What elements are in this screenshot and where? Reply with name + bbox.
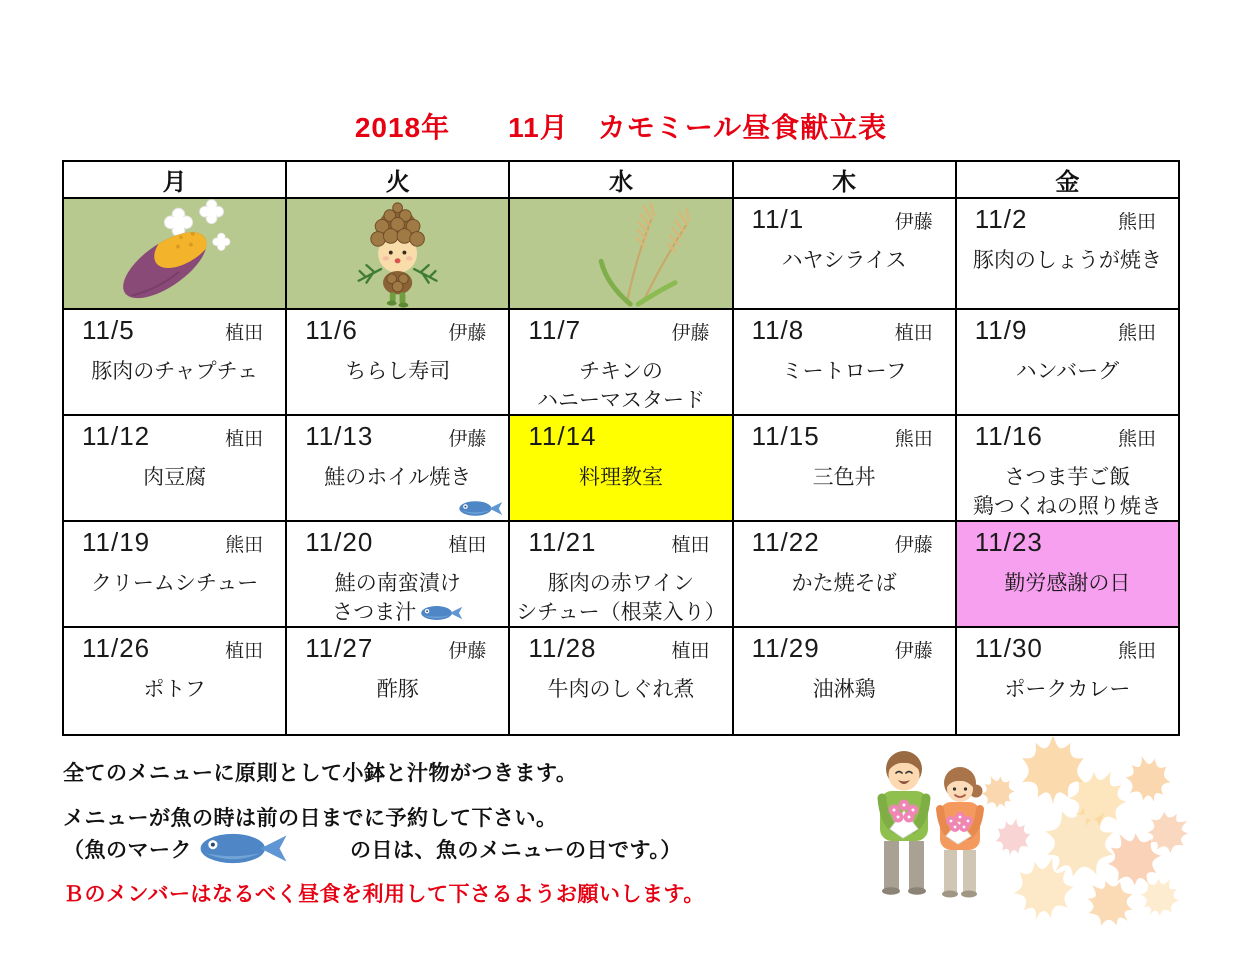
cell-menu: ハンバーグ — [1015, 360, 1120, 383]
calendar-cell — [733, 198, 956, 309]
menu-calendar-table — [62, 160, 1180, 736]
calendar-cell — [733, 415, 956, 521]
cell-date: 11/6 — [305, 315, 358, 345]
cell-date: 11/5 — [82, 315, 135, 345]
calendar-cell — [733, 309, 956, 415]
calendar-cell — [956, 627, 1179, 735]
calendar-cell — [509, 521, 732, 627]
cell-date: 11/13 — [305, 421, 374, 451]
cell-staff: 植田 — [225, 429, 264, 450]
calendar-cell — [509, 627, 732, 735]
cell-staff: 植田 — [894, 323, 933, 344]
calendar-cell — [63, 415, 286, 521]
calendar-cell — [63, 309, 286, 415]
cell-date: 11/29 — [751, 633, 820, 663]
cell-date: 11/2 — [974, 204, 1028, 234]
calendar-cell — [956, 415, 1179, 521]
cell-staff: 伊藤 — [448, 641, 487, 662]
cell-date: 11/16 — [974, 421, 1043, 451]
cell-date: 11/7 — [528, 315, 582, 345]
note-side-dishes: 全てのメニューに原則として小鉢と汁物がつきます。 — [63, 762, 578, 785]
cell-staff: 植田 — [448, 535, 487, 556]
cell-menu-line2: 鶏つくねの照り焼き — [972, 495, 1162, 518]
fish-icon — [196, 830, 288, 867]
cell-staff: 熊田 — [1117, 212, 1156, 233]
calendar-cell-illustration — [286, 198, 509, 309]
couple-with-bouquets-autumn-leaves-illustration — [848, 737, 1188, 942]
calendar-cell — [286, 415, 509, 521]
note-fish-mark-prefix: （魚のマーク — [63, 838, 192, 862]
calendar-cell — [286, 521, 509, 627]
cell-date: 11/19 — [82, 527, 151, 557]
calendar-week-row-2 — [63, 309, 1179, 415]
cell-menu: ミートローフ — [781, 360, 907, 383]
cell-menu: 豚肉のしょうが焼き — [972, 249, 1162, 272]
calendar-cell-illustration — [509, 198, 732, 309]
cell-menu: 料理教室 — [578, 466, 663, 489]
cell-staff: 熊田 — [1117, 323, 1156, 344]
weekday-header-fri: 金 — [956, 161, 1179, 198]
cell-staff: 伊藤 — [894, 535, 933, 556]
cell-staff: 伊藤 — [894, 641, 933, 662]
cell-staff: 伊藤 — [448, 323, 487, 344]
cell-menu: 豚肉の赤ワイン — [547, 572, 695, 595]
calendar-week-row-3 — [63, 415, 1179, 521]
calendar-cell — [286, 627, 509, 735]
calendar-cell — [956, 198, 1179, 309]
cell-menu: 勤労感謝の日 — [1004, 572, 1131, 595]
cell-staff: 植田 — [225, 641, 264, 662]
note-fish-mark — [63, 830, 682, 867]
calendar-cell — [733, 627, 956, 735]
cell-date: 11/30 — [974, 633, 1043, 663]
cell-menu: 鮭の南蛮漬け — [334, 572, 461, 595]
fish-icon — [419, 604, 463, 622]
cell-menu: 油淋鶏 — [812, 678, 876, 701]
weekday-header-wed: 水 — [509, 161, 732, 198]
cell-date: 11/12 — [82, 421, 151, 451]
page-title: 2018年 11月 カモミール昼食献立表 — [354, 112, 888, 143]
cell-menu: クリームシチュー — [90, 572, 259, 595]
note-b-members: Ｂのメンバーはなるべく昼食を利用して下さるようお願いします。 — [63, 883, 705, 906]
cell-staff: 植田 — [671, 641, 710, 662]
calendar-cell — [956, 309, 1179, 415]
cell-date: 11/23 — [974, 527, 1043, 557]
steamed-sweet-potato-illustration — [64, 199, 285, 308]
cell-date: 11/9 — [974, 315, 1028, 345]
weekday-header-row — [63, 161, 1179, 198]
weekday-header-thu: 木 — [733, 161, 956, 198]
calendar-week-row-4 — [63, 521, 1179, 627]
cell-staff: 伊藤 — [671, 323, 710, 344]
cell-date: 11/22 — [751, 527, 820, 557]
calendar-cell — [509, 309, 732, 415]
cell-staff: 伊藤 — [894, 212, 933, 233]
fish-icon — [457, 499, 503, 518]
cell-menu: 肉豆腐 — [143, 466, 207, 489]
calendar-week-row-5 — [63, 627, 1179, 735]
calendar-cell — [286, 309, 509, 415]
cell-menu-line2: さつま汁 — [332, 601, 417, 624]
cell-menu-line2: シチュー（根菜入り） — [516, 601, 726, 624]
calendar-cell — [733, 521, 956, 627]
cell-menu: 酢豚 — [376, 678, 419, 701]
cell-menu: チキンの — [579, 360, 663, 383]
cell-menu: ハヤシライス — [781, 249, 907, 272]
cell-staff: 熊田 — [1117, 429, 1156, 450]
cell-menu: ポトフ — [143, 678, 206, 701]
cell-menu: 三色丼 — [812, 466, 876, 489]
calendar-cell — [63, 521, 286, 627]
cell-menu: 豚肉のチャプチェ — [91, 360, 258, 383]
weekday-header-tue: 火 — [286, 161, 509, 198]
cell-staff: 熊田 — [225, 535, 264, 556]
cell-date: 11/20 — [305, 527, 374, 557]
cell-date: 11/27 — [305, 633, 374, 663]
cell-date: 11/15 — [751, 421, 820, 451]
cell-menu-line2: ハニーマスタード — [536, 389, 705, 412]
cell-date: 11/1 — [751, 204, 805, 234]
calendar-cell-illustration — [63, 198, 286, 309]
cell-menu: ポークカレー — [1004, 678, 1131, 701]
cell-staff: 伊藤 — [448, 429, 487, 450]
cell-staff: 植田 — [671, 535, 710, 556]
cell-menu: さつま芋ご飯 — [1004, 466, 1131, 489]
calendar-cell — [63, 627, 286, 735]
note-fish-mark-suffix: の日は、魚のメニューの日です。） — [350, 838, 682, 862]
cell-menu: かた焼そば — [791, 572, 897, 595]
cell-menu: 鮭のホイル焼き — [324, 466, 472, 489]
weekday-header-mon: 月 — [63, 161, 286, 198]
note-fish-reservation: メニューが魚の時は前の日までに予約して下さい。 — [63, 807, 558, 830]
cell-staff: 熊田 — [894, 429, 933, 450]
cell-staff: 熊田 — [1117, 641, 1156, 662]
cell-date: 11/26 — [82, 633, 151, 663]
cell-date: 11/14 — [528, 421, 597, 451]
cell-menu: ちらし寿司 — [345, 360, 451, 383]
cell-date: 11/28 — [528, 633, 597, 663]
susuki-grass-illustration — [510, 199, 731, 308]
calendar-week-row-1 — [63, 198, 1179, 309]
pinecone-character-illustration — [287, 199, 508, 308]
calendar-cell-holiday — [956, 521, 1179, 627]
calendar-cell-cooking-class — [509, 415, 732, 521]
cell-menu: 牛肉のしぐれ煮 — [547, 678, 695, 701]
cell-date: 11/21 — [528, 527, 597, 557]
cell-staff: 植田 — [225, 323, 264, 344]
cell-date: 11/8 — [751, 315, 805, 345]
